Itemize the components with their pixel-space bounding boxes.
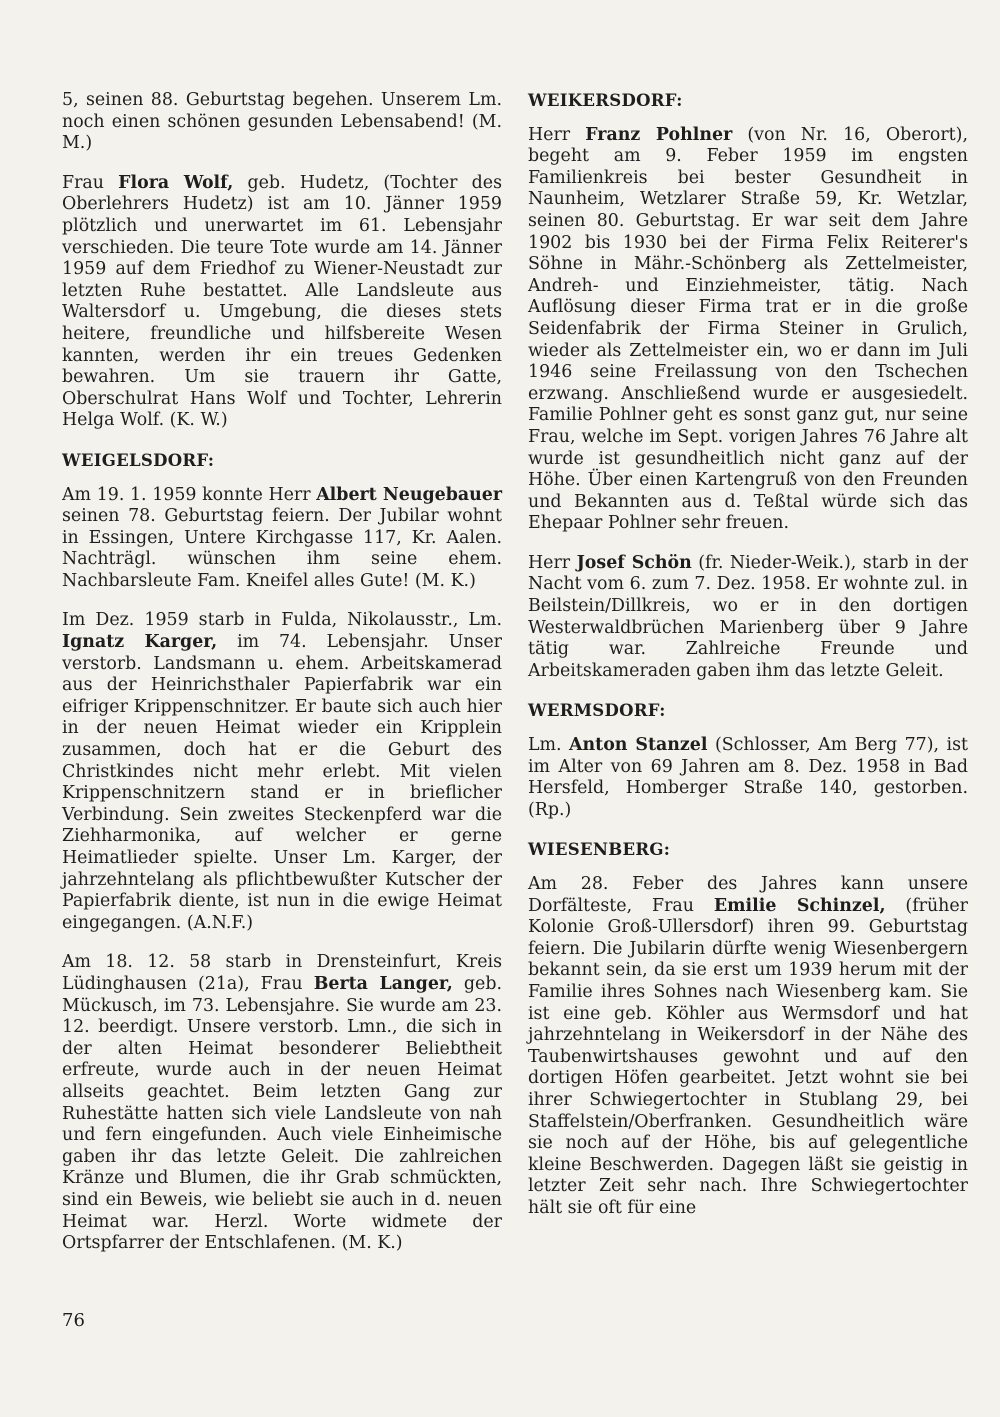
paragraph-text: (fr. Nieder-Weik.), starb in der Nacht vom 6. zum 7. Dez. 1958. Er wohnte zul. in Beilstein/Dillkreis, wo er in den dortigen Westerwaldbrüchen Marienberg über 9 Jahre tätig war. Zahlreiche Freunde und Arbeitskameraden gaben ihm das letzte Geleit. bbox=[528, 552, 968, 681]
person-name: Franz Pohlner bbox=[585, 124, 733, 145]
person-name: Albert Neugebauer bbox=[316, 484, 503, 505]
person-name: Berta Langer, bbox=[313, 973, 453, 994]
right-column bbox=[528, 90, 968, 1238]
paragraph-text: geb. Mückusch, im 73. Lebensjahre. Sie wurde am 23. 12. beerdigt. Unsere verstorb. Lmn., die sich in der alten Heimat besonderer Beliebtheit erfreute, wurde auch in der neuen Heimat allseits geachtet. Beim letzten Gang zur Ruhestätte hatten sich viele Landsleute von nah und fern eingefunden. Auch viele Einheimische gaben ihr das letzte Geleit. Die zahlreichen Kränze und Blumen, die ihr Grab schmückten, sind ein Beweis, wie beliebt sie auch in d. neuen Heimat war. Herzl. Worte widmete der Ortspfarrer der Entschlafenen. (M. K.) bbox=[62, 973, 502, 1254]
section-heading: WIESENBERG: bbox=[528, 840, 671, 860]
person-name: Josef Schön bbox=[576, 552, 692, 573]
paragraph-text: Im Dez. 1959 starb in Fulda, Nikolausstr., Lm. bbox=[62, 610, 502, 631]
paragraph-text: Am 18. 12. 58 starb in Drensteinfurt, Kreis Lüdinghausen (21a), Frau bbox=[62, 952, 502, 994]
article-paragraph bbox=[528, 735, 968, 821]
paragraph-text: Am 28. Feber des Jahres kann unsere Dorfälteste, Frau bbox=[528, 874, 968, 916]
article-paragraph bbox=[62, 610, 502, 934]
paragraph-text: geb. Hudetz, (Tochter des Oberlehrers Hudetz) ist am 10. Jänner 1959 plötzlich und unerwartet im 61. Lebensjahr verschieden. Die teure Tote wurde am 14. Jänner 1959 auf dem Friedhof zu Wiener-Neustadt zur letzten Ruhe bestattet. Alle Landsleute aus Waltersdorf u. Umgebung, die dieses stets heitere, freundliche und hilfsbereite Wesen kannten, werden ihr ein treues Gedenken bewahren. Um sie trauern ihr Gatte, Oberschulrat Hans Wolf und Tochter, Lehrerin Helga Wolf. (K. W.) bbox=[62, 172, 502, 431]
paragraph-text: Herr bbox=[528, 552, 577, 573]
article-paragraph bbox=[528, 874, 968, 1220]
article-paragraph bbox=[62, 952, 502, 1254]
article-paragraph bbox=[62, 173, 502, 432]
article-paragraph bbox=[62, 485, 502, 593]
paragraph-text: seinen 78. Geburtstag feiern. Der Jubilar wohnt in Essingen, Untere Kirchgasse 117, Kr. Aalen. Nachträgl. wünschen ihm seine ehem. Nachbarsleute Fam. Kneifel alles Gute! (M. K.) bbox=[62, 506, 502, 591]
left-column bbox=[62, 90, 502, 1273]
paragraph-text: (Schlosser, Am Berg 77), ist im Alter von 69 Jahren am 8. Dez. 1958 in Bad Hersfeld, Homberger Straße 140, gestorben. (Rp.) bbox=[528, 735, 968, 820]
person-name: Ignatz Karger, bbox=[62, 632, 218, 653]
paragraph-text: (früher Kolonie Groß-Ullersdorf) ihren 99. Geburtstag feiern. Die Jubilarin dürfte wenig Wiesenbergern bekannt sein, da sie erst um 1939 herum mit der Familie ihres Sohnes nach Wiesenberg kam. Sie ist eine geb. Köhler aus Wermsdorf und hat jahrzehntelang in Weikersdorf in der Nähe des Taubenwirtshauses gewohnt und auf den dortigen Höfen gearbeitet. Jetzt wohnt sie bei ihrer Schwiegertochter in Stublang 29, bei Staffelstein/Oberfranken. Gesundheitlich wäre sie noch auf der Höhe, bis auf gelegentliche kleine Beschwerden. Dagegen läßt sie geistig in letzter Zeit sehr nach. Ihre Schwiegertochter hält sie oft für eine bbox=[528, 895, 968, 1218]
article-paragraph: 5, seinen 88. Geburtstag begehen. Unserem Lm. noch einen schönen gesunden Lebensabend! (M. M.) bbox=[62, 90, 502, 154]
paragraph-text: im 74. Lebensjahr. Unser verstorb. Landsmann u. ehem. Arbeitskamerad aus der Heinrichsthaler Papierfabrik war ein eifriger Krippenschnitzer. Er baute sich auch hier in der neuen Heimat wieder ein Kripplein zusammen, doch hat er die Geburt des Christkindes nicht mehr erlebt. Mit vielen Krippenschnitzern stand er in brieflicher Verbindung. Sein zweites Steckenpferd war die Ziehharmonika, auf welcher er gerne Heimatlieder spielte. Unser Lm. Karger, der jahrzehntelang als pflichtbewußter Kutscher der Papierfabrik diente, ist nun in die ewige Heimat eingegangen. (A.N.F.) bbox=[62, 632, 502, 933]
paragraph-text: Lm. bbox=[528, 735, 570, 756]
section-heading: WEIKERSDORF: bbox=[528, 91, 683, 110]
person-name: Flora Wolf, bbox=[118, 172, 234, 193]
page-number: 76 bbox=[62, 1310, 85, 1331]
paragraph-text: Herr bbox=[528, 124, 586, 145]
person-name: Anton Stanzel bbox=[569, 735, 708, 756]
article-paragraph bbox=[528, 125, 968, 535]
paragraph-text: Frau bbox=[62, 172, 119, 193]
paragraph-text: Am 19. 1. 1959 konnte Herr bbox=[62, 484, 317, 505]
section-heading: WEIGELSDORF: bbox=[62, 450, 215, 470]
article-paragraph bbox=[528, 553, 968, 683]
paragraph-text: (von Nr. 16, Oberort), begeht am 9. Feber 1959 im engsten Familienkreis bei bester Gesundheit in Naunheim, Wetzlarer Straße 59, Kr. Wetzlar, seinen 80. Geburtstag. Er war seit dem Jahre 1902 bis 1930 bei der Firma Felix Reiterer's Söhne in Mähr.-Schönberg als Zettelmeister, Andreh- und Einziehmeister, tätig. Nach Auflösung dieser Firma trat er in die große Seidenfabrik der Firma Steiner in Grulich, wieder als Zettelmeister ein, wo er dann im Juli 1946 seine Freilassung von den Tschechen erzwang. Anschließend wurde er ausgesiedelt. Familie Pohlner geht es sonst ganz gut, nur seine Frau, welche im Sept. vorigen Jahres 76 Jahre alt wurde ist gesundheitlich nicht ganz auf der Höhe. Über einen Kartengruß von den Freunden und Bekannten aus d. Teßtal würde sich das Ehepaar Pohlner sehr freuen. bbox=[528, 124, 968, 534]
section-heading: WERMSDORF: bbox=[528, 701, 666, 721]
person-name: Emilie Schinzel, bbox=[713, 895, 886, 916]
